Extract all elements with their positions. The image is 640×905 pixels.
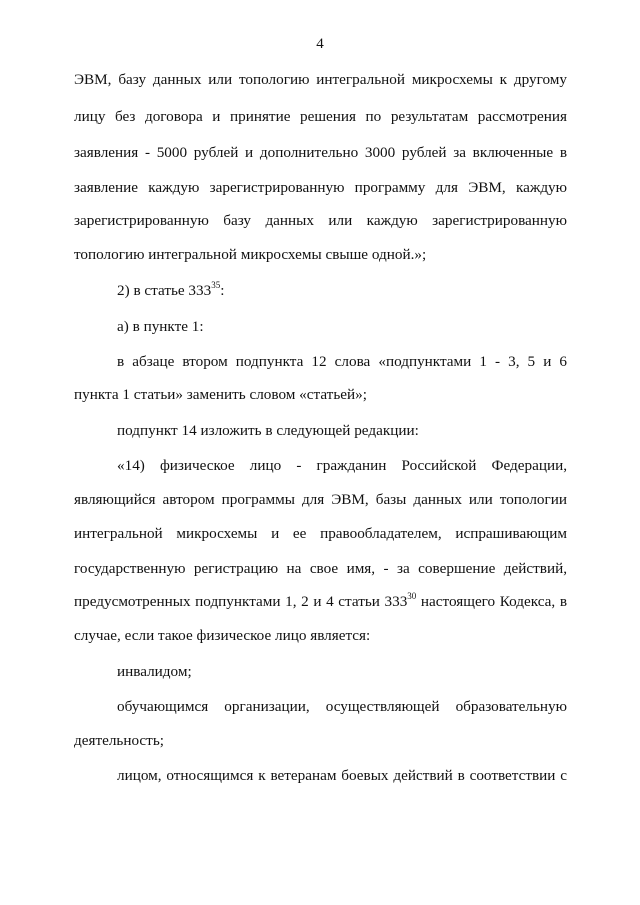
- text-line: зарегистрированную базу данных или каждую зарегистрированную: [74, 212, 567, 229]
- text-line: в абзаце втором подпункта 12 слова «подпунктами 1 - 3, 5 и 6: [117, 353, 567, 370]
- text-line: случае, если такое физическое лицо является:: [74, 627, 371, 644]
- text-line: интегральной микросхемы и ее правообладателем, испрашивающим: [74, 525, 567, 542]
- text-line: государственную регистрацию на свое имя, - за совершение действий,: [74, 560, 567, 577]
- text-line: являющийся автором программы для ЭВМ, базы данных или топологии: [74, 491, 567, 508]
- paragraph-article-333-35: [117, 281, 567, 301]
- text-line: подпункт 14 изложить в следующей редакции:: [117, 422, 419, 439]
- text-run: предусмотренных подпунктами 1, 2 и 4 статьи 333: [74, 593, 408, 610]
- text-run: настоящего Кодекса, в: [416, 593, 567, 610]
- text-run: :: [220, 282, 225, 299]
- superscript: 30: [407, 590, 417, 601]
- text-line: пункта 1 статьи» заменить словом «статьей»;: [74, 386, 367, 403]
- text-line: «14) физическое лицо - гражданин Российской Федерации,: [117, 457, 567, 474]
- text-run: 2) в статье 333: [117, 282, 212, 299]
- paragraph-article-333-30: [74, 592, 567, 612]
- page-number: 4: [316, 36, 324, 52]
- text-line: обучающимся организации, осуществляющей образовательную: [117, 698, 567, 715]
- superscript: 35: [211, 279, 221, 290]
- text-line: а) в пункте 1:: [117, 318, 204, 335]
- text-line: топологию интегральной микросхемы свыше одной.»;: [74, 246, 427, 263]
- text-line: инвалидом;: [117, 663, 192, 680]
- text-line: заявления - 5000 рублей и дополнительно 3000 рублей за включенные в: [74, 144, 567, 161]
- text-line: лицом, относящимся к ветеранам боевых действий в соответствии с: [117, 767, 567, 784]
- text-line: заявление каждую зарегистрированную программу для ЭВМ, каждую: [74, 179, 567, 196]
- text-line: ЭВМ, базу данных или топологию интегральной микросхемы к другому: [74, 71, 567, 88]
- text-line: деятельность;: [74, 732, 164, 749]
- text-line: лицу без договора и принятие решения по результатам рассмотрения: [74, 108, 567, 125]
